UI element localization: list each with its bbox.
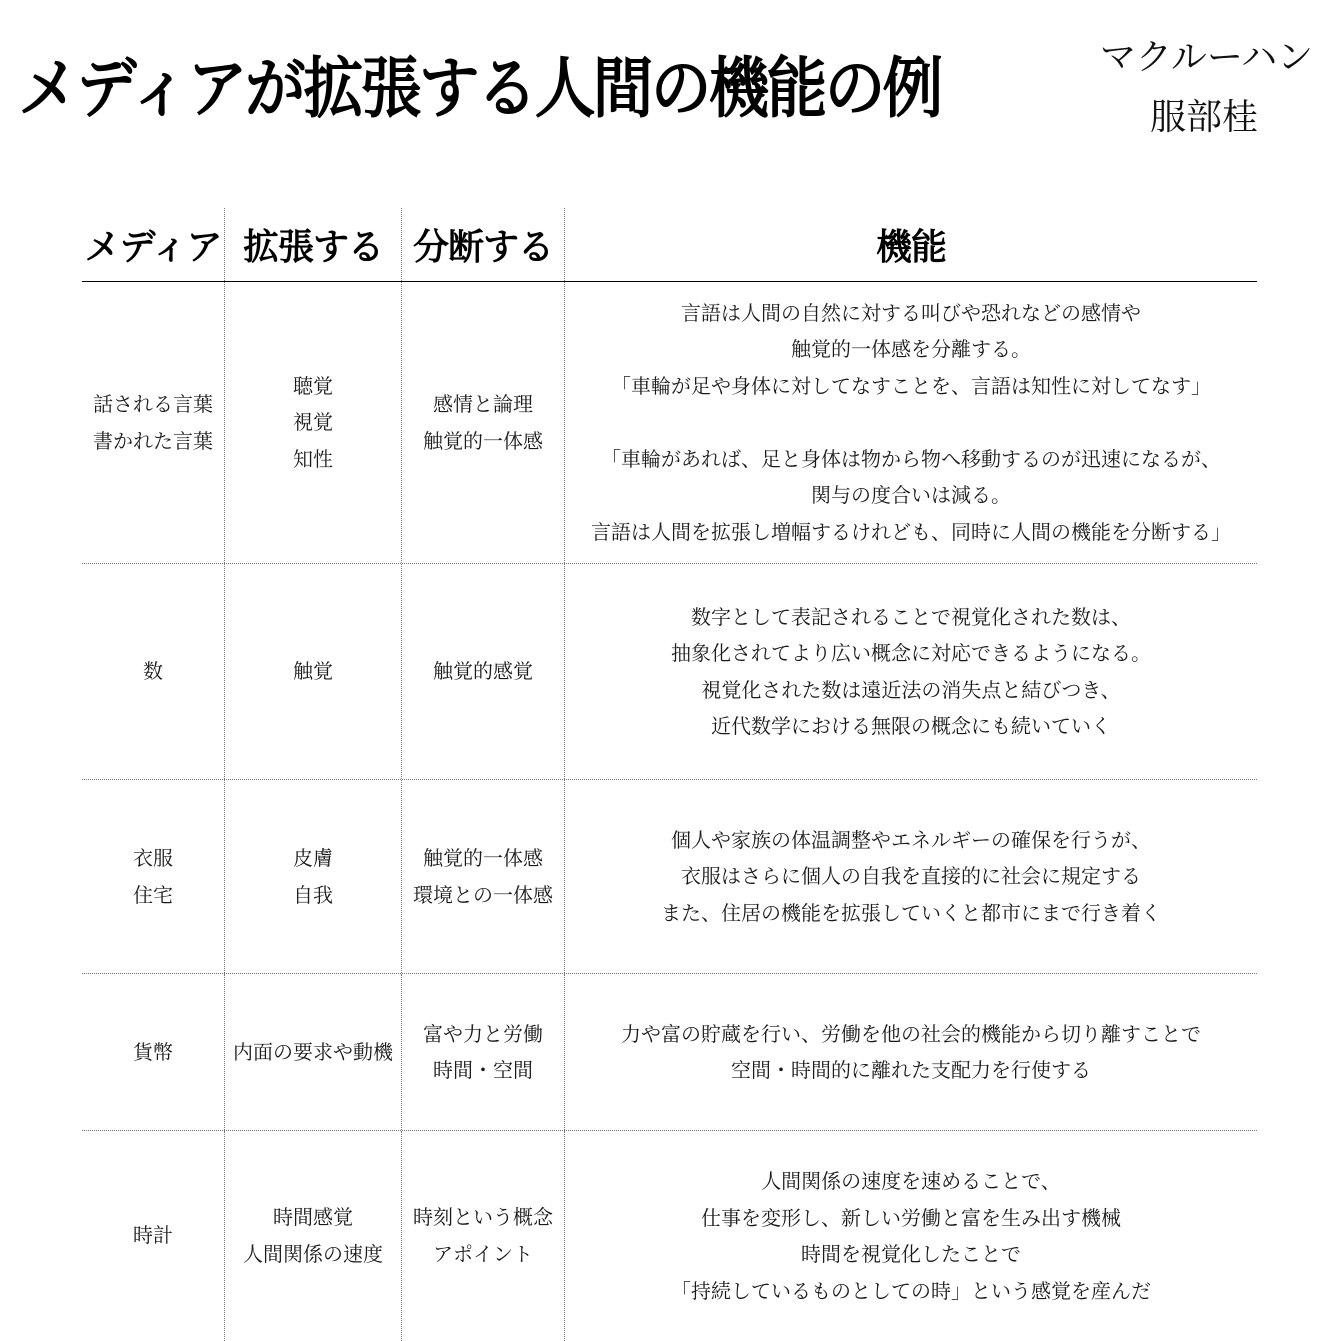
cell-line: 数字として表記されることで視覚化された数は、: [691, 604, 1131, 629]
cell-line: 言語は人間を拡張し増幅するけれども、同時に人間の機能を分断する」: [591, 519, 1231, 544]
media-cell: [82, 1131, 224, 1341]
cell-line: 個人や家族の体温調整やエネルギーの確保を行うが、: [671, 827, 1151, 852]
cell-line: 書かれた言葉: [93, 428, 213, 453]
cell-line: 話される言葉: [93, 392, 213, 416]
cell-line: 時間感覚: [273, 1205, 353, 1229]
divides-cell: [401, 974, 564, 1130]
table-header-row: [82, 208, 1257, 282]
column-header-media: メディア: [84, 227, 222, 268]
divides-cell: [401, 282, 564, 563]
cell-line: 「車輪が足や身体に対してなすことを、言語は知性に対してなす」: [611, 373, 1211, 398]
cell-line: 触覚的一体感: [423, 428, 543, 453]
function-cell: [564, 564, 1257, 779]
table-row: [82, 1131, 1257, 1341]
cell-line: 聴覚: [293, 373, 333, 398]
table-row: [82, 282, 1257, 564]
cell-line: 時刻という概念: [413, 1205, 553, 1229]
cell-line: 「持続しているものとしての時」という感覚を産んだ: [671, 1278, 1151, 1303]
extends-cell: [224, 974, 401, 1130]
cell-line: 人間関係の速度: [243, 1241, 383, 1266]
cell-line: 抽象化されてより広い概念に対応できるようになる。: [671, 641, 1151, 665]
function-cell: [564, 282, 1257, 563]
cell-line: 感情と論理: [433, 392, 533, 416]
cell-line: 皮膚: [293, 846, 333, 870]
function-cell: [564, 974, 1257, 1130]
cell-line: 人間関係の速度を速めることで、: [761, 1169, 1061, 1193]
cell-line: 内面の要求や動機: [233, 1039, 393, 1064]
cell-line: 視覚: [293, 410, 333, 435]
cell-line: 知性: [293, 446, 333, 471]
cell-line: 自我: [293, 882, 333, 907]
extends-cell: [224, 282, 401, 563]
cell-line: 触覚: [293, 659, 333, 684]
table-row: [82, 780, 1257, 974]
media-cell: [82, 564, 224, 779]
cell-line: 「車輪があれば、足と身体は物から物へ移動するのが迅速になるが、: [601, 446, 1221, 471]
cell-line: 環境との一体感: [413, 882, 553, 907]
author-name: 服部桂: [1149, 97, 1258, 138]
cell-line: 数: [143, 659, 163, 684]
cell-line: 関与の度合いは減る。: [811, 483, 1011, 508]
divides-cell: [401, 1131, 564, 1341]
function-cell: [564, 1131, 1257, 1341]
table-row: [82, 564, 1257, 780]
cell-line: 視覚化された数は遠近法の消失点と結びつき、: [701, 677, 1121, 702]
cell-line: 触覚的感覚: [433, 659, 533, 684]
media-cell: [82, 282, 224, 563]
extends-cell: [224, 564, 401, 779]
author-block: [1100, 28, 1314, 148]
column-header-extends: 拡張する: [224, 208, 401, 281]
cell-line: 衣服はさらに個人の自我を直接的に社会に規定する: [681, 864, 1141, 889]
cell-line: 言語は人間の自然に対する叫びや恐れなどの感情や: [681, 300, 1141, 325]
divides-cell: [401, 780, 564, 973]
cell-line: 空間・時間的に離れた支配力を行使する: [731, 1058, 1091, 1082]
cell-line: 仕事を変形し、新しい労働と富を生み出す機械: [701, 1205, 1121, 1230]
cell-line: 触覚的一体感を分離する。: [791, 337, 1031, 362]
media-cell: [82, 780, 224, 973]
table-row: [82, 974, 1257, 1131]
cell-line: アポイント: [433, 1241, 533, 1266]
column-header-divides: 分断する: [401, 208, 564, 281]
cell-line: 富や力と労働: [423, 1021, 543, 1046]
extends-cell: [224, 1131, 401, 1341]
cell-line: 触覚的一体感: [423, 846, 543, 870]
page-title: メディアが拡張する人間の機能の例: [18, 50, 941, 127]
column-header-function: 機能: [564, 208, 1257, 281]
cell-line: 近代数学における無限の概念にも続いていく: [711, 714, 1111, 738]
divides-cell: [401, 564, 564, 779]
cell-line: 時間を視覚化したことで: [801, 1242, 1021, 1266]
cell-line: 住宅: [133, 882, 173, 907]
function-cell: [564, 780, 1257, 973]
media-cell: [82, 974, 224, 1130]
cell-line: また、住居の機能を拡張していくと都市にまで行き着く: [661, 900, 1161, 925]
cell-line: 時計: [133, 1223, 173, 1247]
subject-name: マクルーハン: [1100, 37, 1314, 78]
cell-line: 衣服: [133, 846, 173, 870]
cell-line: 貨幣: [133, 1039, 173, 1064]
cell-line: 時間・空間: [433, 1058, 533, 1082]
media-functions-table: [82, 208, 1257, 1341]
cell-line: 力や富の貯蔵を行い、労働を他の社会的機能から切り離すことで: [621, 1021, 1201, 1046]
extends-cell: [224, 780, 401, 973]
